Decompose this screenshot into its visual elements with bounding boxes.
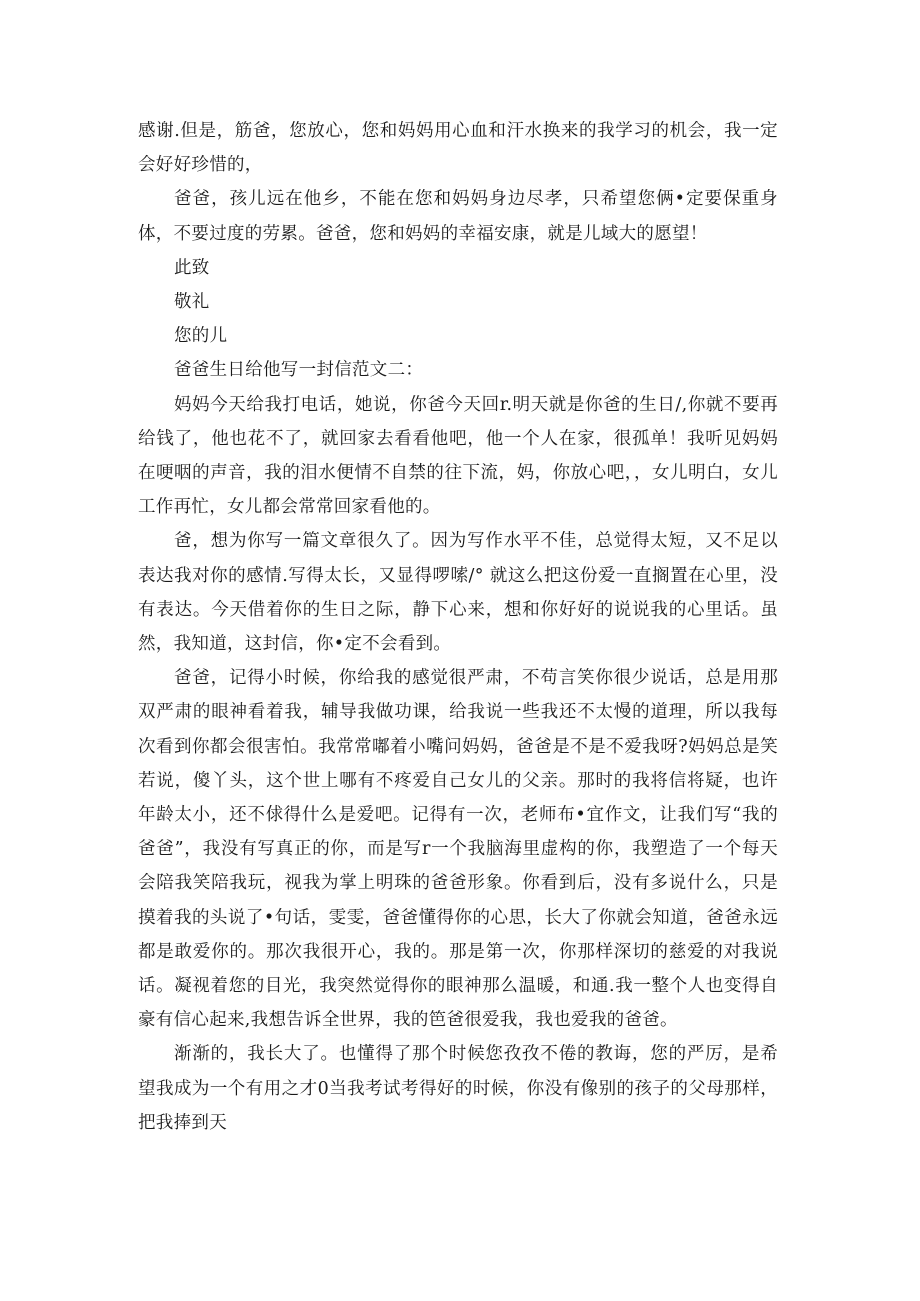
letter-body [138,114,778,1140]
paragraph-2: 爸爸，孩儿远在他乡，不能在您和妈妈身边尽孝，只希望您俩•定要保重身体，不要过度的劳累。爸爸，您和妈妈的幸福安康，就是儿域大的愿望！ [138,189,778,244]
paragraph-3: 妈妈今天给我打电话，她说，你爸今天回r.明天就是你爸的生日/,你就不要再给钱了，他也花不了，就回家去看看他吧，他一个人在家，很孤单！我听见妈妈在哽咽的声音，我的泪水便情不自禁的往下流，妈，你放心吧，，女儿明白，女儿工作再忙，女儿都会常常回家看他的。 [138,394,778,518]
closing-respect: 敬礼 [174,292,210,313]
paragraph-6: 渐渐的，我长大了。也懂得了那个时候您孜孜不倦的教诲，您的严厉，是希望我成为一个有用之才0当我考试考得好的时候，你没有像别的孩子的父母那样，把我捧到天 [138,1044,778,1133]
closing-salutation: 此致 [174,257,210,278]
paragraph-4: 爸，想为你写一篇文章很久了。因为写作水平不佳，总觉得太短，又不足以表达我对你的感情.写得太长，又显得啰嗦/° 就这么把这份爱一直搁置在心里，没有表达。今天借着你的生日之际，静下心来，想和你好好的说说我的心里话。虽然，我知道，这封信，你•定不会看到。 [138,531,778,655]
paragraph-5: 爸爸，记得小时候，你给我的感觉很严肃，不苟言笑你很少说话，总是用那双严肃的眼神看着我，辅导我做功课，给我说一些我还不太慢的道理，所以我每次看到你都会很害怕。我常常嘟着小嘴问妈妈，爸爸是不是不爱我呀?妈妈总是笑若说，傻丫头，这个世上哪有不疼爱自己女儿的父亲。那时的我将信将疑，也许年龄太小，还不俅得什么是爱吧。记得有一次，老师布•宜作文，让我们写“我的爸爸”，我没有写真正的你，而是写r一个我脑海里虚构的你，我塑造了一个每天会陪我笑陪我玩，视我为掌上明珠的爸爸形象。你看到后，没有多说什么，只是摸着我的头说了•句话，雯雯，爸爸懂得你的心思，长大了你就会知道，爸爸永远都是敢爱你的。那次我很开心，我的。那是第一次，你那样深切的慈爱的对我说话。凝视着您的目光，我突然觉得你的眼神那么温暖，和通.我一整个人也变得自豪有信心起来,我想告诉全世界，我的笆爸很爱我，我也爱我的爸爸。 [138,668,778,1031]
signature: 您的儿 [174,326,228,347]
paragraph-1: 感谢.但是，筋爸，您放心，您和妈妈用心血和汗水换来的我学习的机会，我一定会好好珍惜的， [138,121,778,176]
section-heading: 爸爸生日给他写一封信范文二： [174,360,424,381]
